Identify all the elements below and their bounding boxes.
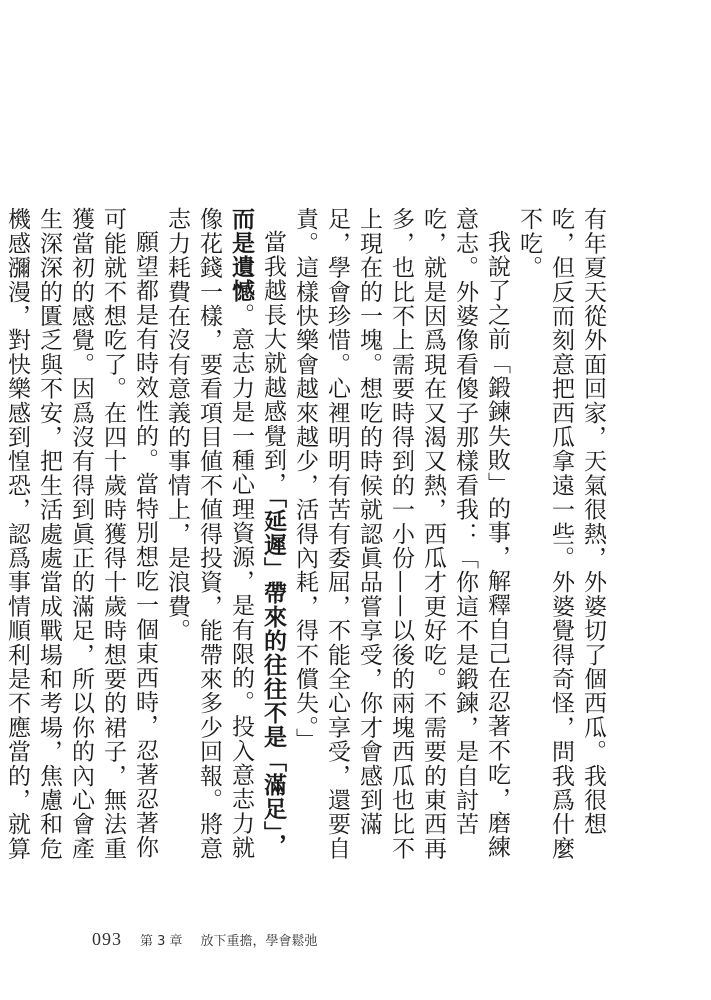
chapter-title: 放下重擔，學會鬆弛 — [200, 934, 318, 949]
paragraph-grandma-reply — [289, 207, 513, 875]
page-number: 093 — [92, 929, 122, 949]
paragraph-text: 我說了之前「鍛鍊失敗」的事，解釋自己在忍著不吃，磨練意志。外婆像看傻子那樣看我：「你這不是鍛鍊，是自討苦吃，就是因爲現在又渴又熱，西瓜才更好吃。不需要的東西再多，也比不上需要時得到的一小份——以後的兩塊西瓜也比不上現在的一塊。想吃的時候就認眞品嘗享受，你才會感到滿足，學會珍惜。心裡明明有苦有委屈，不能全心享受，還要自責。這樣快樂會越來越少，活得內耗，得不償失。」 — [292, 207, 510, 861]
page-footer — [92, 929, 318, 950]
body-text — [0, 207, 609, 875]
paragraph-text: 。意志力是一種心理資源，是有限的。投入意志力就像花錢一樣，要看項目値不値得投資，能帶來多少回報。將意志力耗費在沒有意義的事情上，是浪費。 — [164, 207, 254, 861]
paragraph-watermelon — [513, 207, 609, 875]
emphasized-text: 「延遲」帶來的往往不是「滿足」，而是遺憾 — [228, 207, 286, 858]
paragraph-text: 願望都是有時效性的。當特別想吃一個東西時，忍著忍著你可能就不想吃了。在四十歲時獲得十歲時想要的裙子，無法重獲當初的感覺。因爲沒有得到眞正的滿足，所以你的內心會產生深深的匱乏與不安，把生活處處當成戰場和考場，焦慮和危機感瀰漫，對快樂感到惶恐，認爲事情順利是不應當的，就算 — [4, 207, 158, 861]
paragraph-timeliness — [0, 207, 161, 875]
chapter-label: 第 3 章 — [140, 934, 183, 949]
paragraph-text: 當我越長大就越感覺到， — [260, 230, 286, 497]
paragraph-willpower — [161, 207, 289, 875]
paragraph-text: 有年夏天從外面回家，天氣很熱，外婆切了個西瓜。我很想吃，但反而刻意把西瓜拿遠一些。外婆覺得奇怪，問我爲什麼不吃。 — [516, 207, 606, 861]
